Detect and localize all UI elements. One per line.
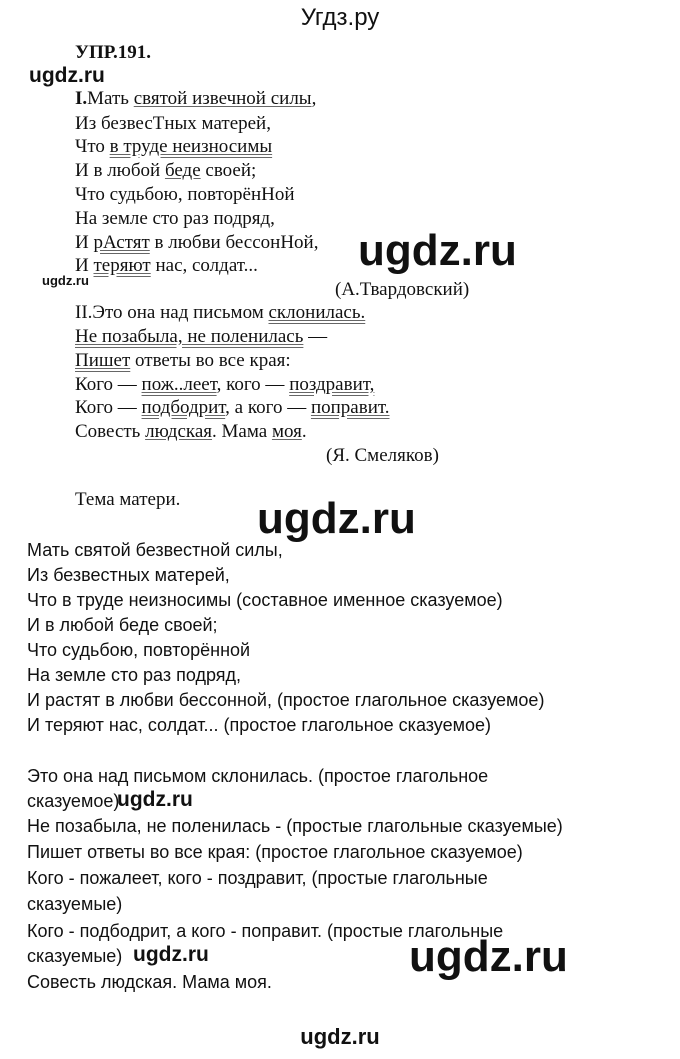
answer-line-10: сказуемое): [27, 791, 120, 811]
answer-line-8: И теряют нас, солдат... (простое глагольное сказуемое): [27, 715, 492, 735]
watermark-2: ugdz.ru: [42, 273, 89, 288]
poem1-line-8: [75, 255, 258, 277]
text: —: [303, 326, 328, 347]
watermark-7: ugdz.ru: [409, 932, 568, 981]
answer-line-14: сказуемые): [27, 894, 123, 914]
answer-line-11: Не позабыла, не поленилась - (простые глагольные сказуемые): [27, 816, 563, 836]
predicate-underline: подбодрит: [141, 397, 226, 418]
predicate-underline: рАстят: [93, 232, 150, 253]
poem2-line-3: [75, 350, 291, 372]
definition-underline: святой извечной силы: [133, 88, 312, 109]
poem1-line-5: Что судьбою, повторёнНой: [75, 184, 295, 205]
watermark-5: ugdz.ru: [117, 788, 193, 811]
poem1-author: (А.Твардовский): [335, 279, 470, 300]
text: И: [75, 255, 94, 276]
watermark-4: ugdz.ru: [257, 494, 416, 543]
answer-line-16: сказуемые): [27, 946, 123, 966]
predicate-underline: Пишет: [75, 350, 131, 371]
answer-line-12: Пишет ответы во все края: (простое глагольное сказуемое): [27, 842, 523, 862]
answer-line-3: Что в труде неизносимы (составное именное сказуемое): [27, 590, 503, 610]
predicate-underline: Не позабыла, не поленилась: [75, 326, 304, 347]
poem2-line-1: [75, 302, 365, 324]
predicate-underline: в труде неизносимы: [109, 136, 273, 157]
answer-line-15: Кого - подбодрит, а кого - поправит. (простые глагольные: [27, 921, 504, 941]
poem2-author: (Я. Смеляков): [326, 445, 439, 466]
text: И: [75, 232, 94, 253]
text: Кого —: [75, 397, 142, 418]
poem1-line-6: На земле сто раз подряд,: [75, 208, 275, 229]
text: И в любой: [75, 160, 165, 181]
theme-label: Тема матери.: [75, 489, 181, 510]
text: Мать: [87, 88, 134, 109]
answer-line-7: И растят в любви бессонной, (простое глагольное сказуемое): [27, 690, 545, 710]
text: , кого —: [216, 374, 290, 395]
predicate-underline: поздравит,: [289, 374, 375, 395]
text: , а кого —: [225, 397, 311, 418]
text: нас, солдат...: [150, 255, 258, 276]
answer-line-13: Кого - пожалеет, кого - поздравит, (простые глагольные: [27, 868, 488, 888]
text: Что: [75, 136, 110, 157]
text: Кого —: [75, 374, 142, 395]
exercise-title: УПР.191.: [75, 42, 151, 63]
poem1-line-1: I.Мать святой извечной силы,: [75, 88, 317, 109]
text: . Мама: [212, 421, 272, 442]
definition-underline: моя: [271, 421, 302, 442]
predicate-underline: теряют: [93, 255, 151, 276]
answer-line-4: И в любой беде своей;: [27, 615, 218, 635]
poem1-line-3: [75, 136, 272, 158]
answer-line-17: Совесть людская. Мама моя.: [27, 972, 272, 992]
poem1-line-4: [75, 160, 256, 182]
poem2-line-2: [75, 326, 327, 348]
answer-line-1: Мать святой безвестной силы,: [27, 540, 283, 560]
predicate-underline: пож..леет: [141, 374, 217, 395]
text: II.Это она над письмом: [75, 302, 269, 323]
predicate-underline: склонилась.: [268, 302, 366, 323]
object-underline: беде: [164, 160, 201, 181]
poem1-line-7: [75, 232, 318, 254]
predicate-underline: поправит.: [310, 397, 390, 418]
answer-line-6: На земле сто раз подряд,: [27, 665, 242, 685]
site-header: Угдз.ру: [300, 4, 380, 31]
poem1-line-2: Из безвесТных матерей,: [75, 113, 271, 134]
poem2-line-4: [75, 374, 374, 396]
footer-watermark: ugdz.ru: [300, 1024, 380, 1049]
text: своей;: [200, 160, 257, 181]
answer-line-2: Из безвестных матерей,: [27, 565, 230, 585]
text: Совесть: [75, 421, 146, 442]
answer-line-5: Что судьбою, повторённой: [27, 640, 251, 660]
poem2-line-6: Совесть людская. Мама моя.: [75, 421, 307, 442]
answer-line-9: Это она над письмом склонилась. (простое глагольное: [27, 766, 489, 786]
watermark-1: ugdz.ru: [29, 64, 105, 87]
poem2-line-5: [75, 397, 390, 419]
text: ответы во все края:: [130, 350, 291, 371]
watermark-6: ugdz.ru: [133, 943, 209, 966]
text: в любви бессонНой,: [149, 232, 319, 253]
roman-one: I.: [75, 88, 88, 109]
definition-underline: людская: [145, 421, 213, 442]
watermark-3: ugdz.ru: [358, 226, 517, 275]
